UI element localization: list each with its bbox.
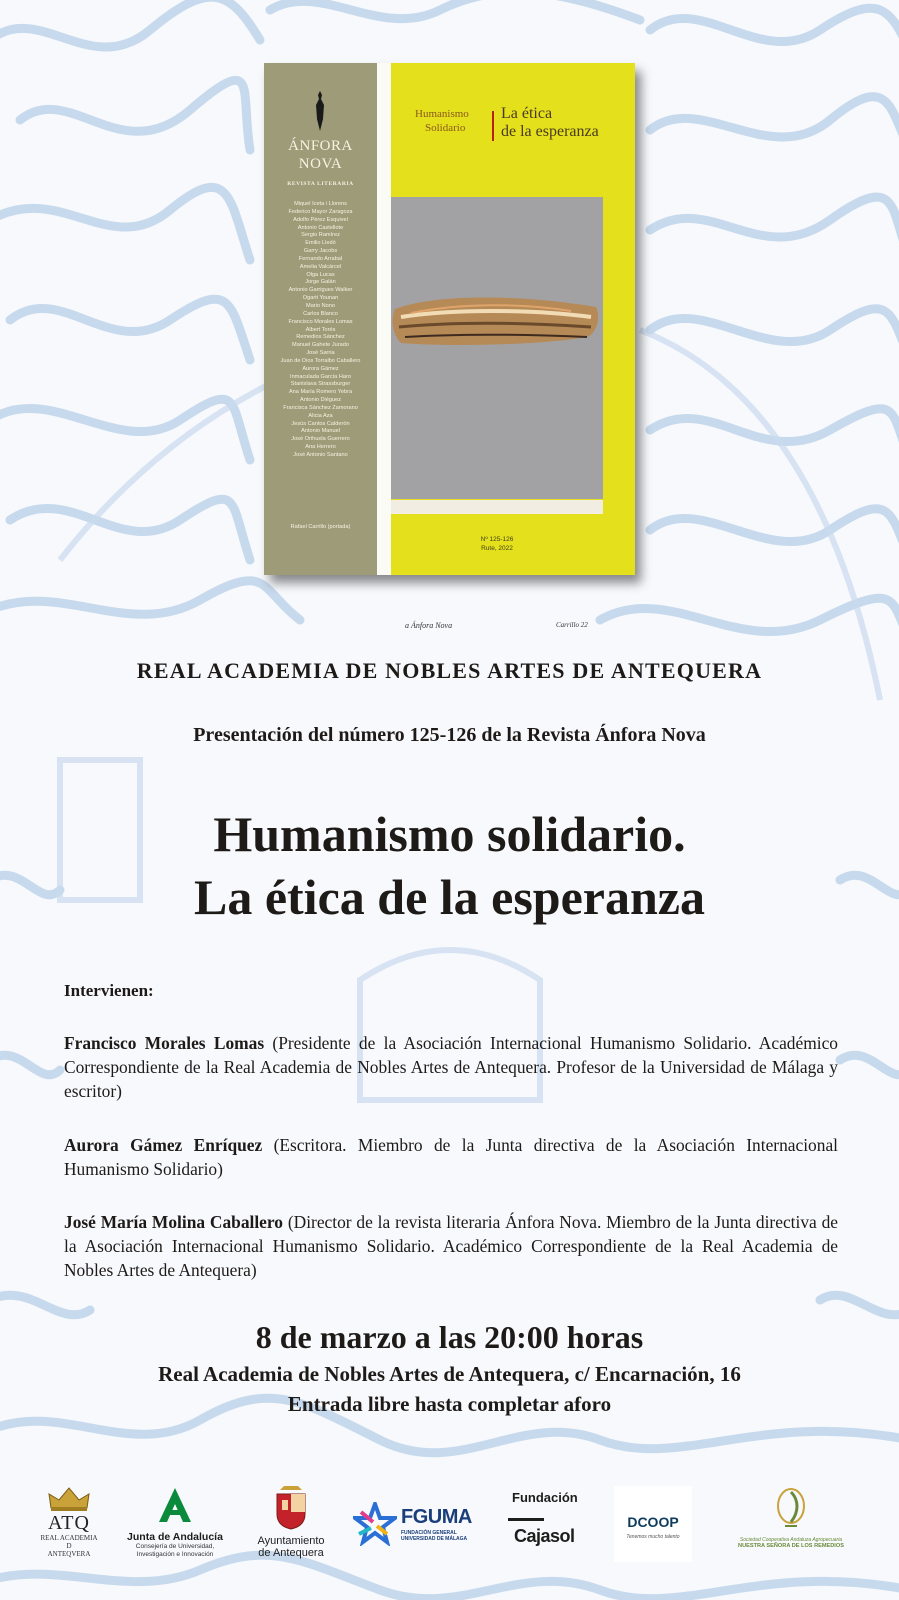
author-name: Ana María Romero Yebra <box>288 389 353 396</box>
author-name: José Orihuela Guerrero <box>291 436 350 443</box>
spine-subtitle: REVISTA LITERARIA <box>287 181 354 187</box>
crown-icon <box>47 1486 91 1512</box>
author-name: Inmaculada García Haro <box>290 373 351 380</box>
event-title-line2: La ética de la esperanza <box>193 869 705 925</box>
speaker-name: José María Molina Caballero <box>64 1212 284 1232</box>
author-name: Adolfo Pérez Esquivel <box>293 216 348 223</box>
fguma-star-icon <box>353 1502 397 1546</box>
author-name: José Sarria <box>306 350 335 357</box>
author-name: Remedios Sánchez <box>296 334 345 341</box>
authors-list <box>264 201 377 460</box>
author-name: Antonio Manuel <box>301 428 340 435</box>
heading-divider <box>492 111 494 141</box>
speaker-3 <box>64 1210 838 1282</box>
cover-heading-right: La ética de la esperanza <box>501 105 599 140</box>
author-name: Emilio Lledó <box>305 240 336 247</box>
author-name: Jorge Galán <box>305 279 336 286</box>
author-name: Aurora Gámez <box>302 365 339 372</box>
author-name: Garry Jacobs <box>303 248 338 255</box>
event-place: Real Academia de Nobles Artes de Antequera, c/ Encarnación, 16 <box>158 1362 741 1386</box>
speaker-2 <box>64 1133 838 1181</box>
cover-heading <box>415 107 625 147</box>
author-name: Jesús Cantos Calderón <box>291 420 350 427</box>
author-name: Carlos Blanco <box>303 310 338 317</box>
coat-of-arms-icon <box>274 1484 308 1530</box>
academy-heading: REAL ACADEMIA DE NOBLES ARTES DE ANTEQUERA <box>136 658 763 683</box>
issue-info: Nº 125-126 Rute, 2022 <box>480 536 514 552</box>
cover-heading-left: Humanismo Solidario <box>415 108 469 134</box>
author-name: Mario Nono <box>306 302 335 309</box>
remedios-cooperative-logo: Sociedad Cooperativa Andaluza Agropecuaria NUESTRA SEÑORA DE LOS REMEDIOS <box>718 1486 864 1549</box>
magazine-cover <box>264 63 635 630</box>
author-name: Ogarit Younan <box>302 295 339 302</box>
cover-spine <box>264 63 377 575</box>
junta-a-icon <box>155 1486 195 1524</box>
author-name: Ana Herrero <box>305 444 336 451</box>
author-name: Manuel Gahete Jurado <box>292 342 349 349</box>
ayuntamiento-logo: Ayuntamiento de Antequera <box>245 1484 337 1559</box>
cover-front <box>391 63 635 630</box>
speaker-bio: (Presidente de la Asociación Internacional Humanismo Solidario. Académico Correspondiente de la Real Academia de Nobles Artes de Antequera. Profesor de la Universidad de Málaga y escritor) <box>64 1033 838 1101</box>
olive-emblem-icon <box>771 1486 811 1530</box>
author-name: Antonio Diéguez <box>299 397 342 404</box>
author-name: Miquel Iceta i Llorens <box>294 201 347 207</box>
author-name: Federico Mayor Zaragoza <box>288 208 353 215</box>
author-name: Amelia Valcárcel <box>299 263 342 270</box>
author-name: Francisca Sánchez Zamorano <box>283 404 358 411</box>
cover-strip <box>391 500 603 514</box>
author-name: Fernando Arrabal <box>298 255 343 262</box>
speaker-bio: (Escritora. Miembro de la Junta directiva de la Asociación Internacional Humanismo Solidario) <box>64 1135 838 1179</box>
author-name: José Antonio Santano <box>293 452 348 458</box>
cajasol-bar <box>508 1518 544 1521</box>
entry-note: Entrada libre hasta completar aforo <box>287 1392 612 1416</box>
author-name: Juan de Dios Torralbo Caballero <box>280 357 361 364</box>
speaker-name: Aurora Gámez Enríquez <box>64 1135 263 1155</box>
speaker-bio: (Director de la revista literaria Ánfora Nova. Miembro de la Junta directiva de la Asociación Internacional Humanismo Solidario. Académico Correspondiente de la Real Academia de Nobles Artes de Antequera) <box>64 1212 838 1280</box>
author-name: Antonio Garrigues Walker <box>288 287 353 294</box>
cover-gap <box>377 63 391 575</box>
speakers-heading: Intervienen: <box>64 981 154 1000</box>
painting-signature: a Ánfora Nova <box>405 621 453 630</box>
speaker-1 <box>64 1031 838 1103</box>
event-date: 8 de marzo a las 20:00 horas <box>255 1319 644 1355</box>
fundacion-cajasol-logo: Fundación Cajasol <box>506 1490 600 1560</box>
painting-artist: Carrillo 22 <box>556 621 588 629</box>
dcoop-logo: DCOOP Tenemos mucho talento <box>614 1486 692 1562</box>
atq-logo: ATQ REAL ACADEMIA D ANTEQVERA <box>34 1486 104 1558</box>
event-title-line1: Humanismo solidario. <box>213 806 686 862</box>
speaker-name: Francisco Morales Lomas <box>64 1033 265 1053</box>
cover-credit: Rafael Carrillo (portada) <box>290 524 351 530</box>
spine-title: ÁNFORA NOVA <box>288 138 353 172</box>
author-name: Sergio Ramírez <box>301 232 340 239</box>
author-name: Antonio Castellote <box>297 224 344 231</box>
author-name: Albert Torés <box>305 326 336 333</box>
amphora-icon <box>314 91 326 133</box>
author-name: Olga Lucas <box>306 271 335 278</box>
author-name: Alicia Aza <box>308 412 333 419</box>
author-name: Stanislava Strassburger <box>290 381 351 388</box>
author-name: Francisco Morales Lomas <box>288 318 353 325</box>
presentation-subtitle: Presentación del número 125-126 de la Revista Ánfora Nova <box>193 724 706 746</box>
fguma-logo: FGUMA FUNDACIÓN GENERAL UNIVERSIDAD DE MÁLAGA <box>353 1500 483 1550</box>
junta-andalucia-logo: Junta de Andalucía Consejería de Universidad, Investigación e Innovación <box>122 1486 228 1559</box>
